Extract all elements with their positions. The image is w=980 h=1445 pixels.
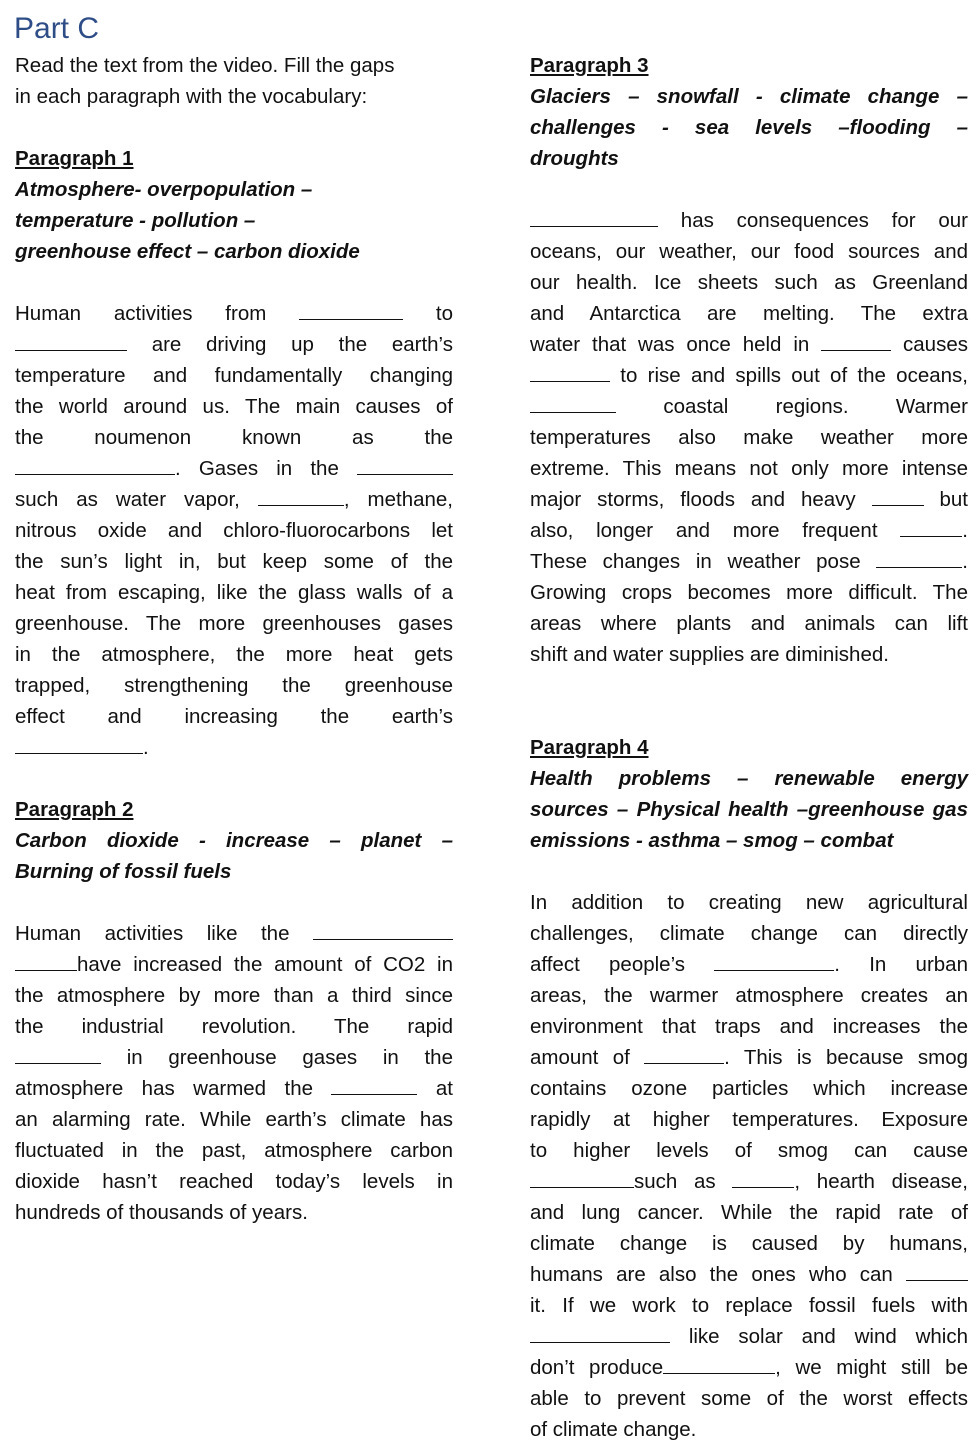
paragraph-4-vocab-line-1: Health problems – renewable energy [530,767,968,790]
text: . [143,736,149,759]
paragraph-1-heading: Paragraph 1 [15,147,134,170]
text: don’t produce [530,1356,664,1379]
text-line: greenhouse. The more greenhouses gases [15,612,453,635]
text: affect people’s [530,953,686,976]
paragraph-1-vocab-line-1: Atmosphere- overpopulation – [15,178,313,201]
paragraph-3-vocab-line-2: challenges - sea levels –flooding – [530,116,968,139]
text-line: it. If we work to replace fossil fuels with [530,1294,968,1317]
text: to [435,302,453,325]
text-line: of climate change. [530,1418,697,1441]
blank-sea-levels[interactable] [530,361,610,382]
text: Human activities like the [15,922,290,945]
text-line: to higher levels of smog can cause [530,1139,968,1162]
text: revolution. [201,1015,297,1038]
text: the [15,426,44,449]
text: at [435,1077,453,1100]
blank-renewable-energy-sources[interactable] [530,1322,670,1343]
text: major storms, floods and heavy [530,488,856,511]
paragraph-4-vocab-line-2: sources – Physical health –greenhouse gas [530,798,968,821]
text-line: our health. Ice sheets such as Greenland [530,271,968,294]
blank-smog[interactable] [644,1043,724,1064]
text-line: In addition to creating new agricultural [530,891,968,914]
text-line: shift and water supplies are diminished. [530,643,889,666]
paragraph-3-text [530,205,968,670]
text: These changes in weather pose [530,550,861,573]
left-column [15,50,453,1228]
text: have increased the amount of CO2 in [77,953,453,976]
instructions-line-2: in each paragraph with the vocabulary: [15,85,368,108]
blank-combat[interactable] [906,1260,968,1281]
text-line: heat from escaping, like the glass walls of a [15,581,453,604]
text-line: oceans, our weather, our food sources and [530,240,968,263]
text-line: fluctuated in the past, atmosphere carbon [15,1139,453,1162]
text-line: climate change is caused by humans, [530,1232,968,1255]
paragraph-2-heading: Paragraph 2 [15,798,134,821]
paragraph-4-heading: Paragraph 4 [530,736,649,759]
text-line: trapped, strengthening the greenhouse [15,674,453,697]
text-line: temperatures also make weather more [530,426,968,449]
blank-burning-of-fossil-fuels[interactable] [313,919,453,940]
text: the [15,1015,44,1038]
blank-physical-health[interactable] [714,950,834,971]
paragraph-1-vocab-line-2: temperature - pollution – [15,209,256,232]
blank-greenhouse-effect[interactable] [15,454,175,475]
text-line: contains ozone particles which increase [530,1077,968,1100]
text: increasing [184,705,278,728]
text: Warmer [895,395,969,418]
blank-flooding[interactable] [530,392,616,413]
blank-glaciers[interactable] [821,330,891,351]
blank-increase[interactable] [15,1043,101,1064]
right-column [530,50,968,1445]
blank-snowfall[interactable] [872,485,924,506]
text: causes [903,333,968,356]
paragraph-1-text [15,298,453,763]
text: known [241,426,302,449]
text: also, longer and more frequent [530,519,878,542]
paragraph-3-vocab-line-1: Glaciers – snowfall - climate change – [530,85,968,108]
text-line: and lung cancer. While the rapid rate of [530,1201,968,1224]
text: . Gases in the [175,457,339,480]
text: effect [15,705,65,728]
text: , we might still be [775,1356,968,1379]
text-line: hundreds of thousands of years. [15,1201,308,1224]
text-line: environment that traps and increases the [530,1015,968,1038]
part-title: Part C [14,12,100,45]
text-line: dioxide hasn’t reached today’s levels in [15,1170,453,1193]
paragraph-1-vocab-line-3: greenhouse effect – carbon dioxide [15,240,360,263]
text-line: and Antarctica are melting. The extra [530,302,968,325]
text-line: temperature and fundamentally changing [15,364,453,387]
text: Human [15,302,82,325]
blank-carbon-dioxide[interactable] [15,950,77,971]
text: activities [113,302,193,325]
text: amount of [530,1046,630,1069]
text-line: able to prevent some of the worst effects [530,1387,968,1410]
text-line: nitrous oxide and chloro-fluorocarbons let [15,519,453,542]
paragraph-2-vocab-line-2: Burning of fossil fuels [15,860,232,883]
paragraph-3-vocab-line-3: droughts [530,147,619,170]
text-line: areas, the warmer atmosphere creates an [530,984,968,1007]
text: . In urban [834,953,968,976]
text: regions. [775,395,849,418]
text: atmosphere has warmed the [15,1077,314,1100]
blank-droughts[interactable] [900,516,962,537]
text: The [334,1015,370,1038]
text: such as water vapor, [15,488,240,511]
text: rapid [407,1015,453,1038]
blank-temperature[interactable] [15,733,143,754]
text-line: extreme. This means not only more intense [530,457,968,480]
blank-atmosphere[interactable] [357,454,453,475]
text: the [320,705,350,728]
blank-asthma[interactable] [732,1167,794,1188]
instructions-line-1: Read the text from the video. Fill the gaps [15,54,395,77]
paragraph-4-text [530,887,968,1445]
blank-climate-change[interactable] [530,206,658,227]
text-line: areas where plants and animals can lift [530,612,968,635]
text: , methane, [343,488,453,511]
blank-greenhouse-gas-emissions[interactable] [663,1353,775,1374]
text-line: rapidly at higher temperatures. Exposure [530,1108,968,1131]
text: noumenon [94,426,192,449]
text: as [352,426,374,449]
text-line: the world around us. The main causes of [15,395,453,418]
text: has consequences for our [680,209,968,232]
blank-challenges[interactable] [876,547,962,568]
blank-health-problems[interactable] [530,1167,634,1188]
text: earth’s [391,705,453,728]
text-line: challenges, climate change can directly [530,922,968,945]
text-line: the sun’s light in, but keep some of the [15,550,453,573]
blank-carbon-dioxide[interactable] [258,485,344,506]
blank-overpopulation[interactable] [299,299,403,320]
text: are driving up the earth’s [151,333,453,356]
text: coastal [663,395,729,418]
text: to rise and spills out of the oceans, [620,364,968,387]
text: like solar and wind which [688,1325,968,1348]
paragraph-2-vocab-line-1: Carbon dioxide - increase – planet – [15,829,453,852]
blank-planet[interactable] [331,1074,417,1095]
text: such as [634,1170,716,1193]
text-line: the atmosphere by more than a third since [15,984,453,1007]
paragraph-3-heading: Paragraph 3 [530,54,649,77]
text: humans are also the ones who can [530,1263,893,1286]
text: . [962,550,968,573]
text: water that was once held in [530,333,810,356]
text: , hearth disease, [794,1170,968,1193]
text-line: Growing crops becomes more difficult. The [530,581,968,604]
text: . This is because smog [724,1046,968,1069]
text: but [939,488,968,511]
text-line: in the atmosphere, the more heat gets [15,643,453,666]
text-line: an alarming rate. While earth’s climate has [15,1108,453,1131]
blank-pollution[interactable] [15,330,127,351]
text: and [107,705,142,728]
text: in greenhouse gases in the [126,1046,453,1069]
text: . [962,519,968,542]
text: industrial [81,1015,164,1038]
text: from [225,302,267,325]
paragraph-4-vocab-line-3: emissions - asthma – smog – combat [530,829,894,852]
text: the [424,426,453,449]
paragraph-2-text [15,918,453,1228]
